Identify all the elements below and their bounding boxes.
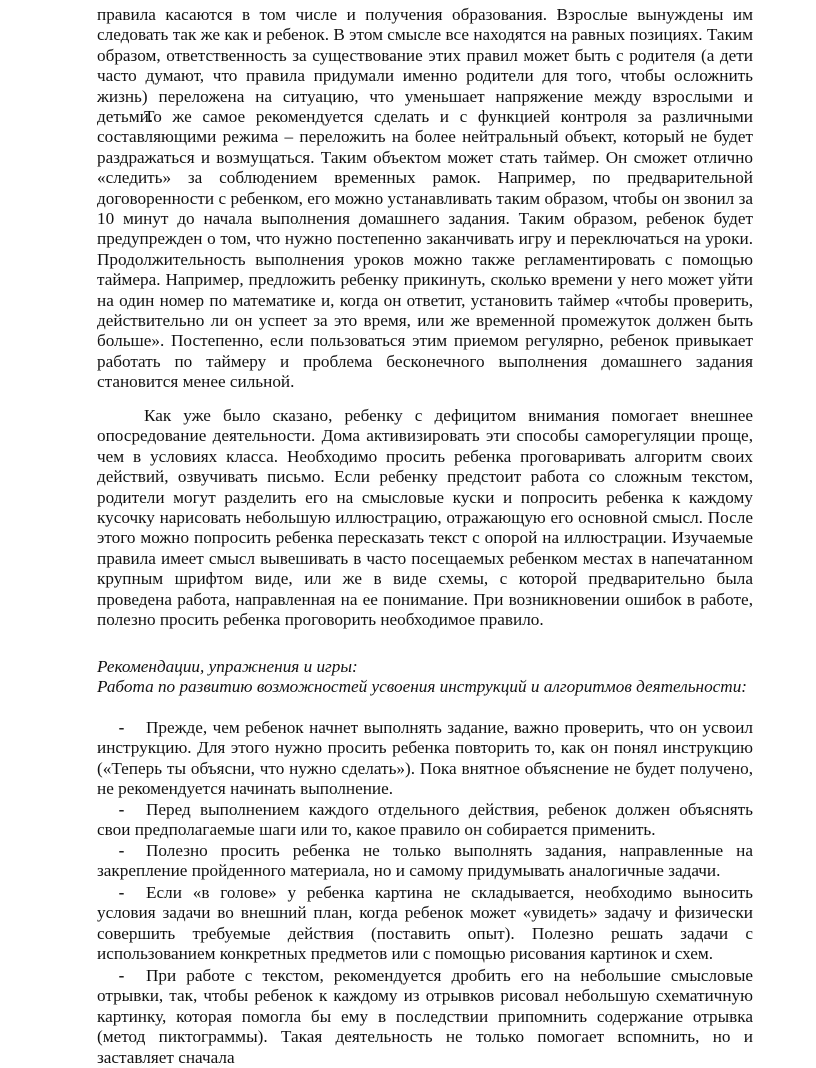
bullet-item xyxy=(97,966,753,1068)
bullet-text: Перед выполнением каждого отдельного действия, ребенок должен объяснять свои предполагаемые шаги или то, какое правило он собирается применить. xyxy=(97,800,753,840)
bullet-item xyxy=(97,841,753,882)
paragraph-continuation: правила касаются в том числе и получения образования. Взрослые вынуждены им следовать так же как и ребенок. В этом смысле все находятся на равных позициях. Таким образом, ответственность за существование этих правил может быть с родителя (а дети часто думают, что правила придумали именно родители для того, чтобы осложнить жизнь) переложена на ситуацию, что уменьшает напряжение между взрослыми и детьми. xyxy=(97,5,753,127)
bullet-dash-icon: - xyxy=(118,883,125,902)
bullet-text: Если «в голове» у ребенка картина не складывается, необходимо выносить условия задачи во внешний план, когда ребенок может «увидеть» задачу и физически совершить требуемые действия (поставить опыт). Полезно решать задачи с использованием конкретных предметов или с помощью рисования картинок и схем. xyxy=(97,883,753,964)
bullet-text: Прежде, чем ребенок начнет выполнять задание, важно проверить, что он усвоил инструкцию. Для этого нужно просить ребенка повторить то, как он понял инструкцию («Теперь ты объясни, что нужно сделать»). Пока внятное объяснение не будет получено, не рекомендуется начинать выполнение. xyxy=(97,718,753,799)
heading-section-instructions xyxy=(97,677,753,697)
bullet-text: Полезно просить ребенка не только выполнять задания, направленные на закрепление пройденного материала, но и самому придумывать аналогичные задачи. xyxy=(97,841,753,881)
heading-recommendations: Рекомендации, упражнения и игры: xyxy=(97,657,358,676)
bullet-dash-icon: - xyxy=(118,800,125,819)
bullet-dash-icon: - xyxy=(118,718,125,737)
paragraph-external-mediation: Как уже было сказано, ребенку с дефицитом внимания помогает внешнее опосредование деятельности. Дома активизировать эти способы саморегуляции проще, чем в условиях класса. Необходимо просить ребенка проговаривать алгоритм своих действий, озвучивать письмо. Если ребенку предстоит работа со сложным текстом, родители могут разделить его на смысловые куски и попросить ребенка к каждому кусочку нарисовать небольшую иллюстрацию, отражающую его основной смысл. После этого можно попросить ребенка пересказать текст с опорой на иллюстрации. Изучаемые правила имеет смысл вывешивать в часто посещаемых ребенком местах в напечатанном крупным шрифтом виде, или же в виде схемы, с которой предварительно была проведена работа, направленная на ее понимание. При возникновении ошибок в работе, полезно просить ребенка проговорить необходимое правило. xyxy=(97,406,753,630)
bullet-dash-icon: - xyxy=(118,966,125,985)
paragraph-timer: То же самое рекомендуется сделать и с функцией контроля за различными составляющими режима – переложить на более нейтральный объект, который не будет раздражаться и возмущаться. Таким объектом может стать таймер. Он сможет отлично «следить» за соблюдением временных рамок. Например, по предварительной договоренности с ребенком, его можно устанавливать таким образом, чтобы он звонил за 10 минут до начала выполнения домашнего задания. Таким образом, ребенок будет предупрежден о том, что нужно постепенно заканчивать игру и переключаться на уроки. Продолжительность выполнения уроков можно также регламентировать с помощью таймера. Например, предложить ребенку прикинуть, сколько времени у него может уйти на один номер по математике и, когда он ответит, установить таймер «чтобы проверить, действительно ли он успеет за это время, или же временной промежуток должен быть больше». Постепенно, если пользоваться этим приемом регулярно, ребенок привыкает работать по таймеру и проблема бесконечного выполнения домашнего задания становится менее сильной. xyxy=(97,107,753,392)
bullet-item xyxy=(97,800,753,841)
bullet-dash-icon: - xyxy=(118,841,125,860)
bullet-text: При работе с текстом, рекомендуется дробить его на небольшие смысловые отрывки, так, чтобы ребенок к каждому из отрывков рисовал небольшую схематичную картинку, которая помогла бы ему в последствии припомнить содержание отрывка (метод пиктограммы). Такая деятельность не только помогает вспомнить, но и заставляет сначала xyxy=(97,966,753,1067)
bullet-item xyxy=(97,883,753,965)
heading-section-text: Работа по развитию возможностей усвоения инструкций и алгоритмов деятельности: xyxy=(97,677,748,696)
bullet-item xyxy=(97,718,753,800)
